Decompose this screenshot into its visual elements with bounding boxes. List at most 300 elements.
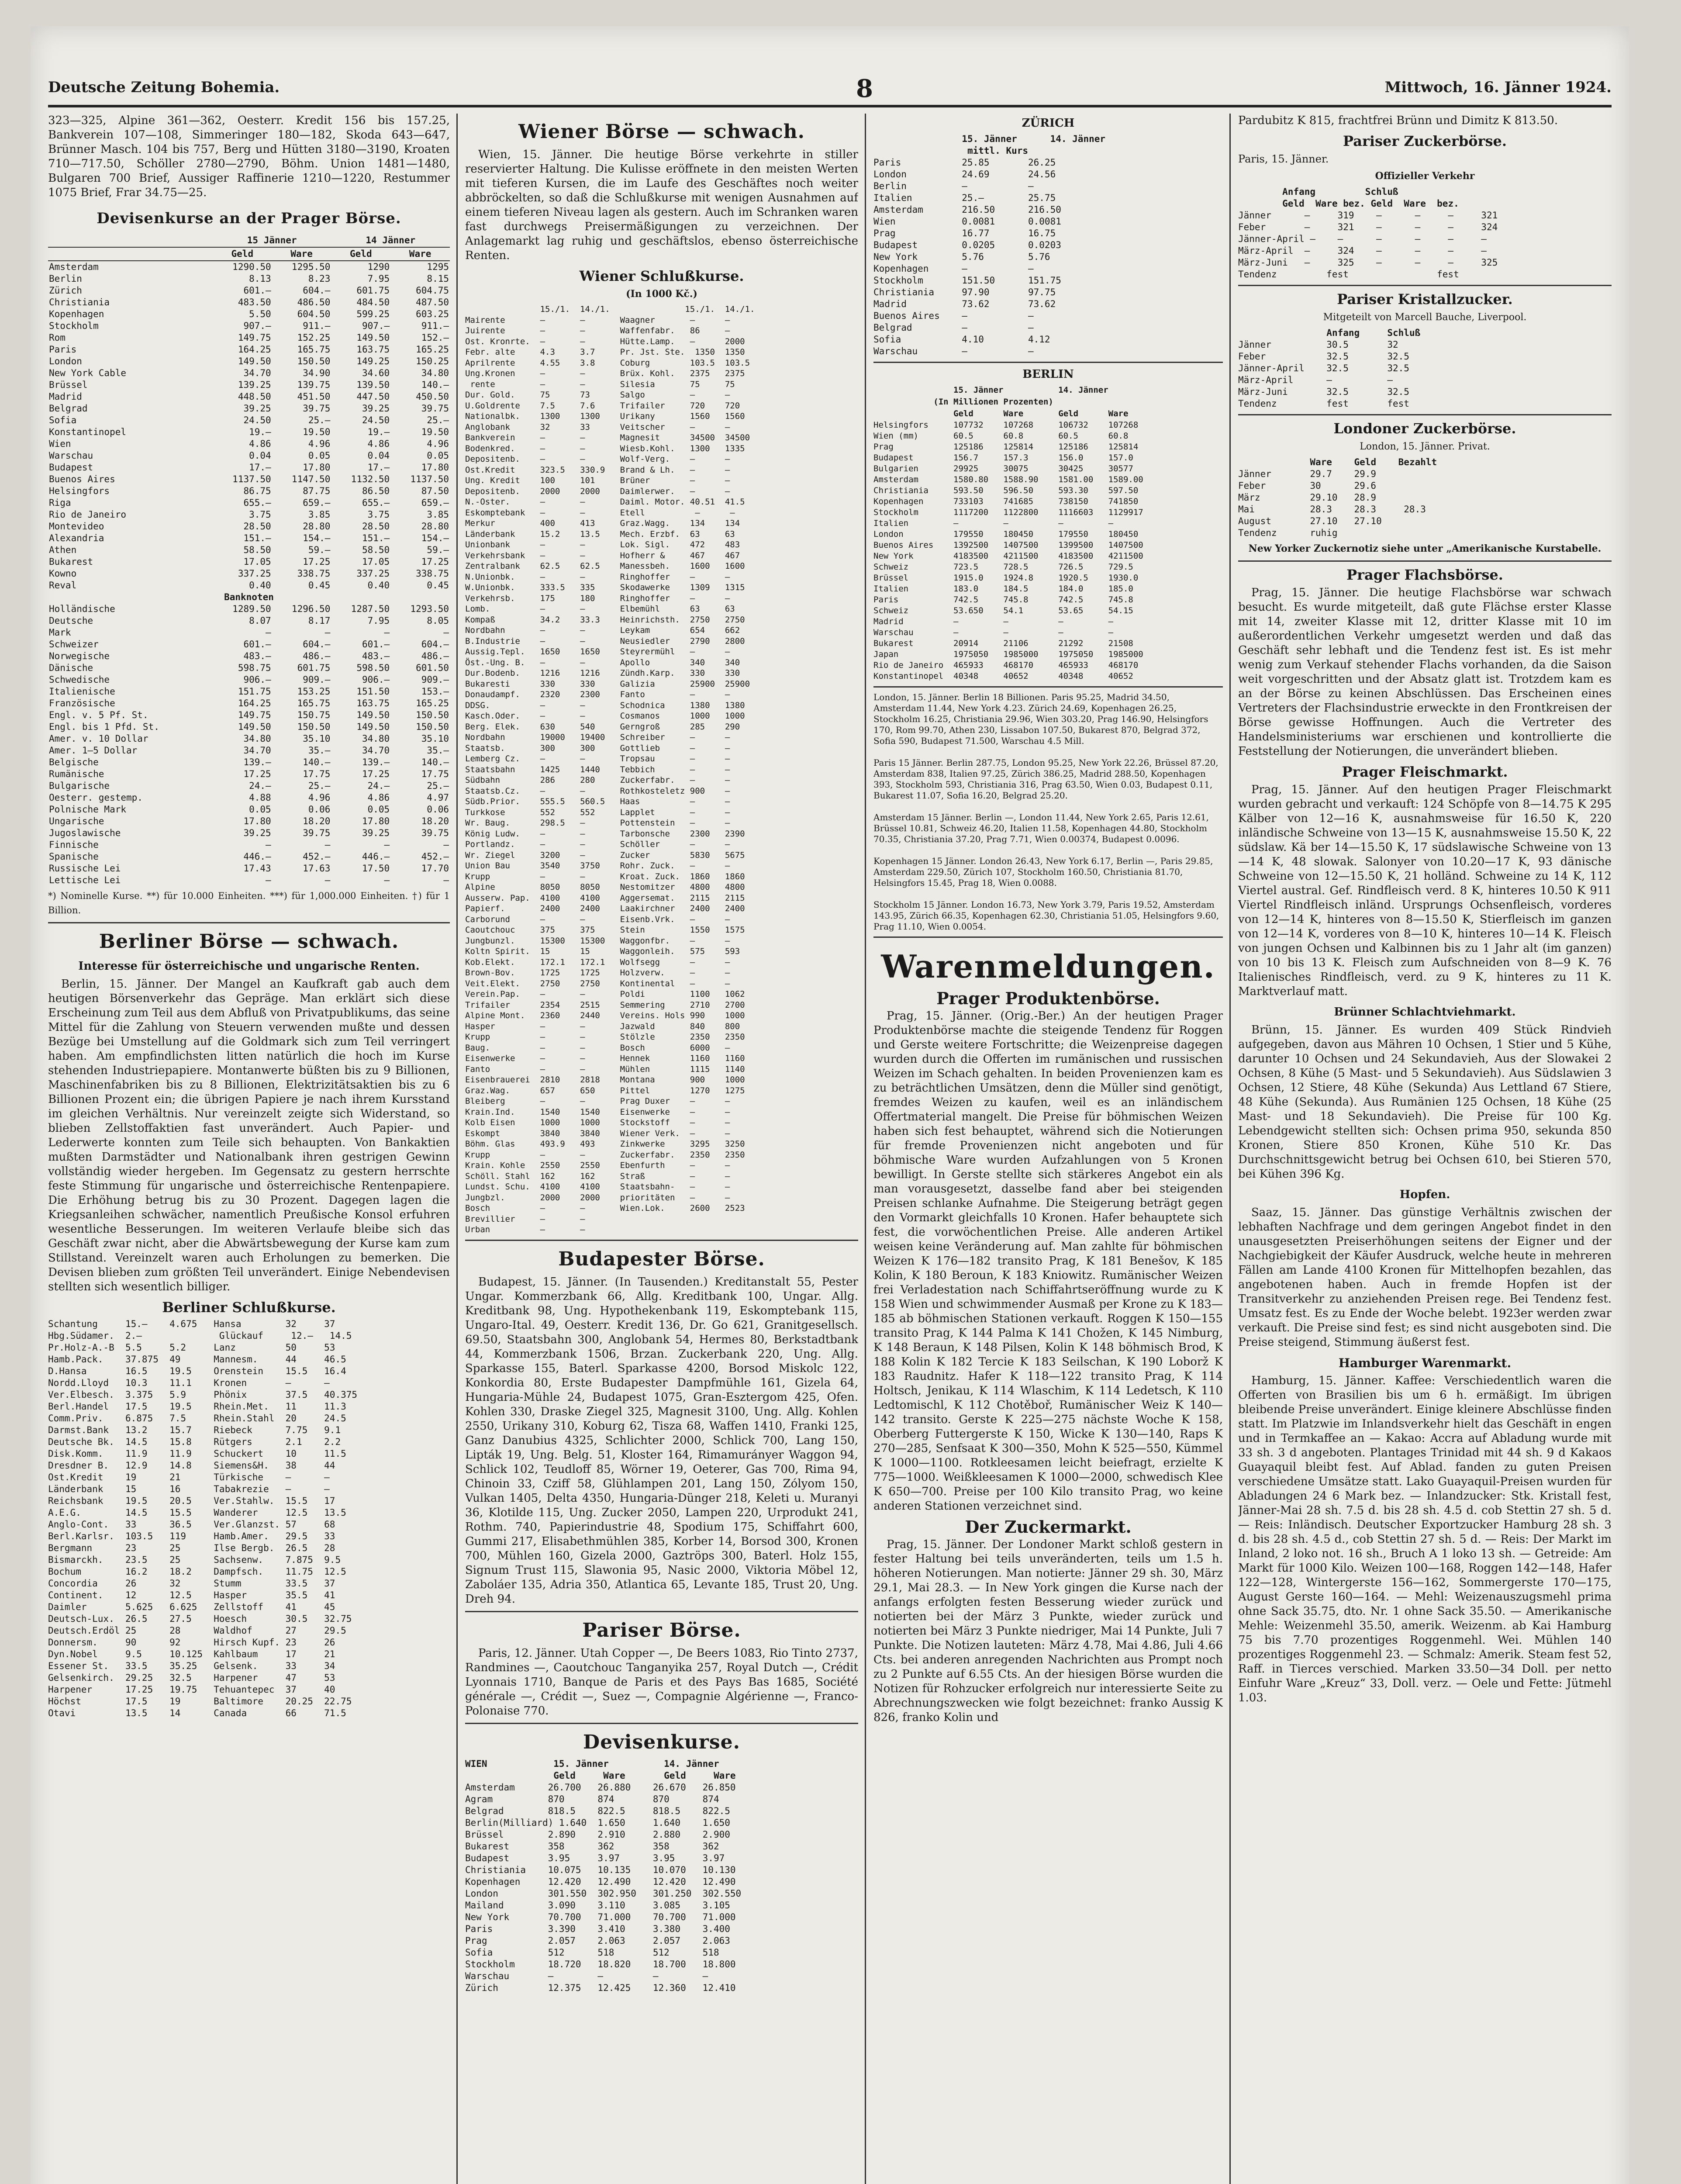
rate-value: 34.80 [362, 733, 390, 744]
rate-value: 150.75 [297, 710, 331, 720]
table-row [48, 521, 450, 532]
rate-value: 1137.50 [410, 474, 449, 484]
table-row [48, 544, 450, 556]
rate-value: 0.04 [367, 450, 390, 461]
currency-name: Lettische Lei [49, 875, 121, 885]
berlin-kurse-table: Schantung 15.— 4.675 Hansa 32 37 Hbg.Südamer. 2.— Glückauf 12.— 14.5 Pr.Holz-A.-B 5.5 5.2 Lanz 50 53 Hamb.Pack. 37.875 49 Mannesm. 44 46.5 D.Hansa 16.5 19.5 Orenstein 15.5 16.4 Nordd.Lloyd 10.3 11.1 Kronen — — Ver.Elbesch. 3.375 5.9 Phönix 37.5 40.375 Berl.Handel 17.5 19.5 Rhein.Met. 11 11.3 Comm.Priv. 6.875 7.5 Rhein.Stahl 20 24.5 Darmst.Bank 13.2 15.7 Riebeck 7.75 9.1 Deutsche Bk. 14.5 15.8 Rütgers 2.1 2.2 Disk.Komm. 11.9 11.9 Schuckert 10 11.5 Dresdner B. 12.9 14.8 Siemens&H. 38 44 Ost.Kredit 19 21 Türkische — — Länderbank 15 16 Tabakrezie — — Reichsbank 19.5 20.5 Ver.Stahlw. 15.5 17 A.E.G. 14.5 15.5 Wanderer 12.5 13.5 Anglo-Cont. 33 36.5 Ver.Glanzst. 57 68 Berl.Karlsr. 103.5 119 Hamb.Amer. 29.5 33 Bergmann 23 25 Ilse Bergb. 26.5 28 Bismarckh. 23.5 25 Sachsenw. 7.875 9.5 Bochum 16.2 18.2 Dampfsch. 11.75 12.5 Concordia 26 32 Stumm 33.5 37 Continent. 12 12.5 Hasper 35.5 41 Daimler 5.625 6.625 Zellstoff 41 45 Deutsch-Lux. 26.5 27.5 Hoesch 30.5 32.75 Deutsch.Erdöl 25 28 Waldhof 27 29.5 Donnersm. 90 92 Hirsch Kupf. 23 26 Dyn.Nobel 9.5 10.125 Kahlbaum 17 21 Essener St. 33.5 35.25 Gelsenk. 33 34 Gelsenkirch. 29.25 32.5 Harpener 47 53 Harpener 17.25 19.75 Tehuantepec 37 40 Höchst 17.5 19 Baltimore 20.25 22.75 Otavi 13.5 14 Canada 66 71.5 [48, 1319, 358, 1718]
table-row [48, 485, 450, 497]
rate-value: 163.75 [356, 698, 390, 708]
table-section-row [48, 591, 450, 603]
rate-value: 8.07 [249, 615, 271, 626]
rate-value: 1132.50 [351, 474, 390, 484]
paris-boerse-title: Pariser Börse. [582, 1619, 741, 1641]
rate-value: 1287.50 [351, 604, 390, 614]
table-row [48, 356, 450, 367]
berlin-kurse-title: Berliner Schlußkurse. [162, 1299, 336, 1316]
rate-value: — [384, 627, 390, 638]
rate-value: 1137.50 [232, 474, 271, 484]
rate-value: 483.— [362, 651, 390, 661]
rate-value: 0.04 [249, 450, 271, 461]
rate-value: 39.25 [243, 403, 271, 414]
rate-value: 8.13 [249, 273, 271, 284]
bruenner-markt-title: Brünner Schlachtviehmarkt. [1334, 1006, 1516, 1019]
rate-value: 1147.50 [291, 474, 331, 484]
kristallzucker-subtitle: Mitgeteilt von Marcell Bauche, Liverpool. [1323, 312, 1527, 323]
currency-name: Berlin [49, 273, 82, 284]
table-row [48, 273, 450, 285]
rate-value: 35.10 [303, 733, 331, 744]
rate-value: 86.75 [243, 486, 271, 496]
rate-value: — [443, 627, 449, 638]
rate-value: 601.75 [356, 285, 390, 296]
rate-value: — [266, 875, 271, 885]
rate-value: 165.25 [416, 344, 449, 355]
rate-value: 58.50 [362, 545, 390, 555]
rate-value: 17.05 [362, 556, 390, 567]
rate-value: 0.45 [308, 580, 331, 591]
rate-value: 338.75 [416, 568, 449, 579]
wien-boerse-text: Wien, 15. Jänner. Die heutige Börse verkehrte in stiller reservierter Haltung. Die Kulisse eröffnete in den meisten Werten mit tieferen Kursen, die im Laufe des Geschäftes noch weiter abbröckelten, so daß die Schlußkurse mit wenigen Ausnahmen auf einem tieferen Niveau lagen als gestern. Auch im Schranken waren fast durchwegs Preisermäßigungen zu verzeichnen. Der Anlagemarkt lag ruhig und geschäftslos, ebenso österreichische Renten. [465, 148, 858, 262]
rate-value: 483.— [243, 651, 271, 661]
newspaper-name: Deutsche Zeitung Bohemia. [48, 79, 280, 96]
divider [873, 936, 1223, 938]
rate-value: 139.— [243, 757, 271, 767]
currency-name: Wien [49, 439, 71, 449]
currency-name: Madrid [49, 391, 82, 402]
rate-value: 655.— [243, 498, 271, 508]
rate-value: 17.80 [362, 816, 390, 826]
devisen-body [48, 261, 450, 591]
devisenkurse-header: WIEN 15. Jänner 14. Jänner Geld Ware Geld Ware [465, 1758, 736, 1781]
london-zucker-title: Londoner Zuckerbörse. [1333, 420, 1516, 437]
rate-value: 153.— [421, 686, 449, 697]
table-row [48, 839, 450, 851]
hopfen-text: Saaz, 15. Jänner. Das günstige Verhältnis zwischen der lebhaften Nachfrage und dem geringen Angebot findet in den unausgesetzten Preiserhöhungen seitens der Eigner und der Nachgiebigkeit der Käufer Ausdruck, welche heute in mehreren Fällen am Lande 4100 Kronen für Mittelhopfen bezahlen, das angebotenen haben. Auch in fremde Hopfen ist der Transitverkehr zu anziehenden Preisen rege. Bei Tendenz fest. Umsatz fest. Es zu Ende der Woche belebt. 1923er werden zwar verkauft. Die Preise sind fest; es sind nicht ausgeboten sind. Die Preise steigend, Stimmung äußerst fest. [1238, 1206, 1612, 1349]
table-row [48, 473, 450, 485]
rate-value: 39.25 [243, 828, 271, 838]
rate-value: 140.— [421, 757, 449, 767]
rate-value: 603.25 [416, 309, 449, 319]
rate-value: 7.95 [367, 615, 390, 626]
rate-value: 18.20 [421, 816, 449, 826]
currency-name: Dänische [49, 663, 93, 673]
berlin-rates-table: Helsingfors 107732 107268 106732 107268 Wien (mm) 60.5 60.8 60.5 60.8 Prag 125186 125814 125186 125814 Budapest 156.7 157.3 156.0 157.0 Bulgarien 29925 30075 30425 30577 Amsterdam 1580.80 1588.90 1581.00 1589.00 Christiania 593.50 596.50 593.30 597.50 Kopenhagen 733103 741685 738150 741850 Stockholm 1117200 1122800 1116603 1129917 Italien — — — — London 179550 180450 179550 180450 Buenos Aires 1392500 1407500 1399500 1407500 New York 4183500 4211500 4183500 4211500 Schweiz 723.5 728.5 726.5 729.5 Brüssel 1915.0 1924.8 1920.5 1930.0 Italien 183.0 184.5 184.0 185.0 Paris 742.5 745.8 742.5 745.8 Schweiz 53.650 54.1 53.65 54.15 Madrid — — — — Warschau — — — — Bukarest 20914 21106 21292 21508 Japan 1975050 1985000 1975050 1985000 Rio de Janeiro 465933 468170 465933 468170 Konstantinopel 40348 40652 40348 40652 [873, 420, 1143, 681]
table-row [48, 733, 450, 745]
prague-devisen-title: Devisenkurse an der Prager Börse. [97, 210, 401, 227]
rate-value: — [443, 840, 449, 850]
table-row [48, 627, 450, 639]
rate-value: 906.— [362, 674, 390, 685]
kristallzucker-title: Pariser Kristallzucker. [1337, 291, 1513, 308]
rate-value: 448.50 [238, 391, 271, 402]
rate-value: 17.25 [362, 769, 390, 779]
table-row [48, 662, 450, 674]
table-row [48, 497, 450, 509]
currency-name: Belgische [49, 757, 99, 767]
table-header-cell: Geld [331, 247, 390, 261]
table-row [48, 615, 450, 627]
rate-value: 601.75 [297, 663, 331, 673]
rate-value: 24.— [367, 781, 390, 791]
rate-value: 165.75 [297, 344, 331, 355]
rate-value: 911.— [421, 321, 449, 331]
rate-value: 34.80 [243, 733, 271, 744]
rate-value: 34.90 [303, 368, 331, 378]
rate-value: 659.— [421, 498, 449, 508]
currency-name: Rom [49, 332, 66, 343]
rate-value: 149.50 [238, 722, 271, 732]
paris-offiziell-header: Offizieller Verkehr [1375, 170, 1475, 182]
rate-value: 24.50 [362, 415, 390, 425]
rate-value: 28.50 [243, 521, 271, 532]
rate-value: 39.25 [362, 403, 390, 414]
rate-value: 659.— [303, 498, 331, 508]
currency-name: Belgrad [49, 403, 88, 414]
london-zucker-table: Jänner 29.7 29.9 Feber 30 29.6 März 29.10 28.9 Mai 28.3 28.3 28.3 August 27.10 27.10 Tendenz ruhig [1238, 469, 1426, 538]
rate-value: 164.25 [238, 698, 271, 708]
rate-value: — [266, 840, 271, 850]
zuckermarkt-text: Prag, 15. Jänner. Der Londoner Markt schloß gestern in fester Haltung bei teils unveränderten, teils um 1.5 h. höheren Notierungen. Man notierte: Jänner 29 sh. 30, März 29.1, Mai 28.3. — In New York gingen die Kurse nach der anfangs erfolgten festen Besserung wieder zurück und notierten bei der März 3 Punkte, wieder zurück und notierten bei März 3 Punkte niedriger, Mai 14 Punkte, Juli 7 Punkte. Die Notizen lauteten: März 4.78, Mai 4.86, Juli 4.66 Cts. bei anderen anregenden Nachrichten aus Prompt noch zu 2 Punkte auf 6.55 Cts. An der hiesigen Börse wurden die Notizen für Rohzucker erfolgreich nur interessierte Seite zu Abrechnungszwecken wie folgt bezeichnet: franko Aussig K 826, franko Kolin und [873, 1538, 1223, 1724]
table-row [48, 851, 450, 863]
rate-value: 149.75 [238, 332, 271, 343]
london-zucker-header: Ware Geld Bezahlt [1238, 457, 1437, 467]
rate-value: 58.50 [243, 545, 271, 555]
rate-value: 151.— [243, 533, 271, 543]
table-row [48, 261, 450, 273]
currency-name: Riga [49, 498, 71, 508]
wien-kurse-subtitle: (In 1000 Kč.) [626, 288, 697, 300]
currency-name: Deutsche [49, 615, 93, 626]
table-row [48, 721, 450, 733]
rate-value: 152.— [421, 332, 449, 343]
rate-value: 149.25 [356, 356, 390, 366]
table-row [48, 426, 450, 438]
rate-value: 0.40 [367, 580, 390, 591]
table-row [48, 874, 450, 886]
rate-value: 34.80 [421, 368, 449, 378]
budapest-boerse-title: Budapester Börse. [558, 1248, 765, 1270]
currency-name: Holländische [49, 604, 115, 614]
rate-value: 0.06 [427, 804, 449, 815]
rate-value: 150.50 [416, 710, 449, 720]
currency-name: Christiania [49, 297, 110, 308]
table-header-cell: 15 Jänner [213, 234, 331, 247]
column-3 [873, 114, 1223, 2184]
table-row [48, 745, 450, 757]
rate-value: — [384, 840, 390, 850]
rate-value: 3.85 [427, 509, 449, 520]
rate-value: 451.50 [297, 391, 331, 402]
rate-value: 446.— [362, 851, 390, 862]
rate-value: 0.45 [427, 580, 449, 591]
berlin-rates-header: 15. Jänner 14. Jänner (In Millionen Prozenten) Geld Ware Geld Ware [933, 385, 1129, 418]
issue-date: Mittwoch, 16. Jänner 1924. [1384, 79, 1612, 96]
rate-value: 150.50 [297, 356, 331, 366]
devisen-footnote: *) Nominelle Kurse. **) für 10.000 Einheiten. ***) für 1,000.000 Einheiten. †) für 1 Billion. [48, 891, 450, 916]
currency-name: Stockholm [49, 321, 99, 331]
table-row [48, 438, 450, 450]
currency-name: Französische [49, 698, 115, 708]
budapest-boerse-text: Budapest, 15. Jänner. (In Tausenden.) Kreditanstalt 55, Pester Ungar. Kommerzbank 66, Allg. Kreditbank 100, Ungar. Allg. Kreditbank 98, Ung. Hypothekenbank 119, Eskomptebank 115, Ungaro-Ital. 49, Oesterr. Kredit 136, Dr. Go 621, Granitgesellsch. 69.50, Staatsbahn 300, Anglobank 54, Hermes 80, Berkstadtbank 44, Kommerzbank 1506, Brzan. Zuckerbank 220, Ung. Allg. Sparkasse 155, Baterl. Sparkasse 4200, Borsod Miskolc 122, Konkordia 80, Erste Budapester Dampfmühle 161, Gizela 64, Hungaria-Mühle 24, Budapest 1075, Gran-Esztergom 425, Ofen. Kohlen 330, Draske Ziegel 325, Magnesit 3100, Ung. Allg. Kohlen 2550, Urikany 310, Koburg 62, Tisza 68, Waffen 1410, Franki 125, Ganz Danubius 4325, Schlichter 2000, Schlick 700, Lang 150, Lipták 19, Ung. Belg. 51, Kloster 164, Rimamurányer Waggon 94, Schlick 102, Teudloff 85, Wörner 19, Oeterer, Gas 700, Rima 94, Chinoin 33, Cziff 58, Glühlampen 201, Lang 150, Zólyom 150, Vulkan 1405, Delta 4350, Hungaria-Dünger 218, Keleti u. Muranyi 36, Klotilde 115, Ung. Zucker 2050, Lampen 220, Urprodukt 241, Rothm. 740, Papierindustrie 48, Spodium 175, Schiffahrt 600, Gummi 217, Elisabethmühlen 385, Korber 14, Borsod 300, Kronen 700, Mühlen 160, Gizela 2000, Gaztröps 300, Baterl. Holz 155, Signum Trust 115, Slawonia 95, Nasic 2000, Viktoria Möbel 12, Zaboláer 135, Adria 350, Atlantica 65, Levante 185, Trust 20, Ung. Dreh 94. [465, 1275, 858, 1606]
rate-value: 149.50 [356, 722, 390, 732]
rate-value: 24.— [249, 781, 271, 791]
rate-value: — [443, 875, 449, 885]
rate-value: 139.25 [238, 380, 271, 390]
rate-value: 17.70 [421, 863, 449, 874]
rate-value: 601.— [243, 639, 271, 650]
rate-value: 1295.50 [291, 262, 331, 272]
rate-value: 34.60 [362, 368, 390, 378]
rate-value: 487.50 [416, 297, 449, 308]
rate-value: 604.50 [297, 309, 331, 319]
table-header-cell [48, 234, 213, 247]
vienna-continued-text: 323—325, Alpine 361—362, Oesterr. Kredit 156 bis 157.25, Bankverein 107—108, Simmeringer 180—182, Skoda 643—647, Brünner Masch. 104 bis 757, Berg und Hütten 3180—3190, Kroaten 710—717.50, Schöller 2780—2790, Böhm. Union 1481—1480, Bulgaren 700 Brief, Aussiger Raffinerie 1210—1220, Restummer 1075 Brief, Frar 34.75—25. [48, 114, 450, 199]
wien-kurse-table: 15./1. 14./1. 15./1. 14./1. Mairente — — Waagner — — Juirente — — Waffenfabr. 86 — Ost. Kronrte. — — Hütte.Lamp. — 2000 Febr. alte 4.3 3.7 Pr. Jst. Ste. 1350 1350 Aprilrente 4.55 3.8 Coburg 103.5 103.5 Ung.Kronen — — Brüx. Kohl. 2375 2375 rente — — Silesia 75 75 Dur. Gold. 75 73 Salgo — — U.Goldrente 7.5 7.6 Trifailer 720 720 Nationalbk. 1300 1300 Urikany 1560 1560 Anglobank 32 33 Veitscher — — Bankverein — — Magnesit 34500 34500 Bodenkred. — — Wiesb.Kohl. 1300 1335 Depositenb. — — Wolf-Verg. — — Ost.Kredit 323.5 330.9 Brand & Lh. — — Ung. Kredit 100 101 Brüner — — Depositenb. 2000 2000 Daimlerwer. — — N.-Oster. — — Daiml. Motor. 40.51 41.5 Eskomptebank — — Etell — — Merkur 400 413 Graz.Wagg. 134 134 Länderbank 15.2 13.5 Mech. Erzbf. 63 63 Unionbank — — Lok. Sigl. 472 483 Verkehrsbank — — Hofherr & 467 467 Zentralbank 62.5 62.5 Manessbeh. 1600 1600 N.Unionbk. — — Ringhoffer — — W.Unionbk. 333.5 335 Skodawerke 1309 1315 Verkehrsb. 175 180 Ringhoffer — — Lomb. — — Elbemühl 63 63 Kompaß 34.2 33.3 Heinrichsth. 2750 2750 Nordbahn — — Leykam 654 662 B.Industrie — — Neusiedler 2790 2800 Aussig.Tepl. 1650 1650 Steyrermühl — — Öst.-Ung. B. — — Apollo 340 340 Dur.Bodenb. 1216 1216 Zündh.Karp. 330 330 Bukaresti 330 330 Galizia 25900 25900 Donaudampf. 2320 2300 Fanto — — DDSG. — — Schodnica 1380 1380 Kasch.Oder. — — Cosmanos 1000 1000 Berg. Elek. 630 540 Gerngroß 285 290 Nordbahn 19000 19400 Schreiber — — Staatsb. 300 300 Gottlieb — — Lemberg Cz. — — Tropsau — — Staatsbahn 1425 1440 Tebbich — — Südbahn 286 280 Zuckerfabr. — — Staatsb.Cz. — — Rothkosteletz 900 — Südb.Prior. 555.5 560.5 Haas — — Turkkose 552 552 Lapplet — — Wr. Baug. 298.5 — Pottenstein — — König Ludw. — — Tarbonsche 2300 2390 Portlandz. — — Schöller — — Wr. Ziegel 3200 — Zucker 5830 5675 Union Bau 3540 3750 Rohr. Zuck. — — Krupp — — Kroat. Zuck. 1860 1860 Alpine 8050 8050 Nestomitzer 4800 4800 Ausserw. Pap. 4100 4100 Aggersemat. 2115 2115 Papierf. 2400 2400 Laakirchner 2400 2400 Carborund — — Eisenb.Vrk. — — Caoutchouc 375 375 Stein 1550 1575 Jungbunzl. 15300 15300 Waggonfbr. — — Koltn Spirit. 15 15 Waggonleih. 575 593 Kob.Elekt. 172.1 172.1 Wolfsegg — — Brown-Bov. 1725 1725 Holzverw. — — Veit.Elekt. 2750 2750 Kontinental — — Verein.Pap. — — Poldi 1100 1062 Trifailer 2354 2515 Semmering 2710 2700 Alpine Mont. 2360 2440 Vereins. Hols 990 1000 Hasper — — Jazwald 840 800 Krupp — — Stölzle 2350 2350 Baug. — — Bosch 6000 — Eisenwerke — — Hennek 1160 1160 Fanto — — Mühlen 1115 1140 Eisenbrauerei 2810 2818 Montana 900 1000 Graz.Wag. 657 650 Pittel 1270 1275 Bleiberg — — Prag Duxer — — Krain.Ind. 1540 1540 Eisenwerke — — Kolb Eisen 1000 1000 Stockstoff — — Eskompt 3840 3840 Wiener Verk. — — Böhm. Glas 493.9 493 Zinkwerke 3295 3250 Krupp — — Zuckerfabr. 2350 2350 Krain. Kohle 2550 2550 Ebenfurth — — Schöll. Stahl 162 162 Straß — — Lundst. Schu. 4100 4100 Staatsbahn- — — Jungbzl. 2000 2000 prioritäten — — Bosch — — Wien.Lok. 2600 2523 Brevillier — — Urban — — [465, 304, 755, 1234]
table-row [48, 285, 450, 297]
rate-value: 17.80 [243, 816, 271, 826]
rate-value: — [324, 840, 331, 850]
rate-value: 4.88 [249, 792, 271, 803]
rate-value: 25.— [308, 781, 331, 791]
rate-value: 34.70 [243, 368, 271, 378]
rate-value: 450.50 [416, 391, 449, 402]
zurich-table: Paris 25.85 26.25 London 24.69 24.56 Berlin — — Italien 25.— 25.75 Amsterdam 216.50 216.50 Wien 0.0081 0.0081 Prag 16.77 16.75 Budapest 0.0205 0.0203 New York 5.76 5.76 Kopenhagen — — Stockholm 151.50 151.75 Christiania 97.90 97.75 Madrid 73.62 73.62 Buenos Aires — — Belgrad — — Sofia 4.10 4.12 Warschau — — [873, 157, 1061, 356]
hamburg-markt-title: Hamburger Warenmarkt. [1338, 1356, 1512, 1370]
rate-value: 151.— [362, 533, 390, 543]
table-row [48, 780, 450, 792]
rate-value: 150.25 [416, 356, 449, 366]
rate-value: 35.— [308, 745, 331, 756]
fleischmarkt-text: Prag, 15. Jänner. Auf den heutigen Prager Fleischmarkt wurden gebracht und verkauft: 124 Schöpfe von 8—14.75 K 295 Kälber von 12—16 K, ausnahmsweise für 16.50 K, 220 inländische Schweine von 13—15 K, ausnahmsweise 15.50 K, 22 südslaw. Kä ber 14—15.50 K, 17 südslawische Schweine von 13—14 K, 48 slowak. Salonyer von 10.20—17 K, 93 dänische Schweine von 12—15.50 K, 21 holländ. Schweine zu 14 K, 112 Viertel austral. Gef. Rindfleisch verd. 8 K, hinteres 10.50 K 911 Viertel Rindfleisch inländ. Ursprungs Ochsenfleisch, vorderes von 12—14 K, hinteres von 8—15.50 K, Stierfleisch im ganzen von 12—14 K, vorderes von 8—10 K, hinteres 10—14 K. Fleisch von jungen Ochsen und Kalbinnen bis zu 1 Jahr alt (im ganzen) von 10 bis 13 K. Fleisch zum Aufschneiden von 8—9 K. 76 Italienisches Rindfleisch, verd. zu 9 K, hinteres zu 11 K. Marktverlauf matt. [1238, 783, 1612, 998]
rate-value: 17.43 [243, 863, 271, 874]
rate-value: 19.— [249, 427, 271, 437]
rate-value: 39.25 [362, 828, 390, 838]
rate-value: 906.— [243, 674, 271, 685]
currency-name: Reval [49, 580, 77, 591]
rate-value: 446.— [243, 851, 271, 862]
table-row [48, 391, 450, 403]
rate-value: 24.50 [243, 415, 271, 425]
rate-value: 154.— [303, 533, 331, 543]
rate-value: 601.50 [416, 663, 449, 673]
currency-name: Engl. bis 1 Pfd. St. [49, 722, 159, 732]
rate-value: 149.75 [238, 710, 271, 720]
rate-value: — [324, 875, 331, 885]
currency-name: Montevideo [49, 521, 104, 532]
table-subheader-row [48, 247, 450, 261]
rate-value: 911.— [303, 321, 331, 331]
rate-value: 17.75 [421, 769, 449, 779]
table-header-cell: Ware [390, 247, 450, 261]
table-row [48, 367, 450, 379]
flachsboerse-title: Prager Flachsbörse. [1346, 567, 1503, 583]
table-row [48, 804, 450, 816]
rate-value: 604.75 [416, 285, 449, 296]
produktenboerse-title: Prager Produktenbörse. [936, 988, 1160, 1008]
rate-value: 598.75 [238, 663, 271, 673]
rate-value: 599.25 [356, 309, 390, 319]
rate-value: 601.— [362, 639, 390, 650]
divider [48, 922, 450, 923]
rate-value: 4.86 [249, 439, 271, 449]
currency-name: Finnische [49, 840, 99, 850]
rate-value: 4.86 [367, 792, 390, 803]
rate-value: 149.50 [356, 710, 390, 720]
rate-value: 19.50 [303, 427, 331, 437]
berlin-boerse-text: Berlin, 15. Jänner. Der Mangel an Kaufkraft gab auch dem heutigen Börsenverkehr das Gepräge. Man erklärt sich diese Erscheinung zum Teil aus dem Abfluß von Privatpublikums, das seine Mittel für die Zahlung von Steuern verwenden mußte und dessen Bezüge bei Umstellung auf die Goldmark sich zum Teil verringert haben. Am empfindlichsten litten natürlich die hoch im Kurse stehenden Industriepapiere. Montanwerte büßten bis zu 9 Billionen, Maschinenfabriken bis zu 8 Billionen, Elektrizitätsaktien bis zu 6 Billionen Prozent ein; die übrigen Papiere je nach ihrem Kursstand im gleichen Verhältnis. Nur vereinzelt zeigte sich Widerstand, so blieben Zellstoffaktien fast unverändert. Auch Papier- und Lederwerte konnten zum Teile sich behaupten. Von Bankaktien mußten Darmstädter und Nationalbank ihren gestrigen Gewinn vollständig wieder hergeben. Im Gegensatz zu gestern herrschte feste Stimmung für ungarische und österreichische Rentenpapiere. Die Erhöhung betrug bis zu 30 Prozent. Dagegen lagen die Kriegsanleihen schwächer, namentlich Preußische Konsol erfuhren wesentliche Besserungen. Im weiteren Verlaufe bleibe sich das Geschäft zwar nicht, aber die Abwärtsbewegung der Kurse kam zum Stillstand. Vereinzelt waren auch Erholungen zu bemerken. Die Devisen blieben zum größten Teil unverändert. Einige Nebendevisen stellten sich wesentlich billiger. [48, 978, 450, 1293]
rate-value: 140.— [303, 757, 331, 767]
rate-value: 17.05 [243, 556, 271, 567]
rate-value: 150.50 [297, 722, 331, 732]
rate-value: 25.— [427, 415, 449, 425]
rate-value: 17.25 [303, 556, 331, 567]
table-row [48, 686, 450, 698]
rate-value: 1290.50 [232, 262, 271, 272]
rate-value: 149.50 [238, 356, 271, 366]
rate-value: 3.75 [367, 509, 390, 520]
rate-value: 907.— [362, 321, 390, 331]
rate-value: 452.— [421, 851, 449, 862]
table-header-cell [48, 247, 213, 261]
rate-value: 486.50 [297, 297, 331, 308]
table-row [48, 698, 450, 709]
rate-value: 0.05 [367, 804, 390, 815]
rate-value: 1290 [367, 262, 390, 272]
rate-value: 87.75 [303, 486, 331, 496]
rate-value: 486.— [303, 651, 331, 661]
rate-value: 139.— [362, 757, 390, 767]
rate-value: 39.75 [421, 403, 449, 414]
rate-value: 484.50 [356, 297, 390, 308]
paris-date: Paris, 15. Jänner. [1238, 153, 1329, 165]
produktenboerse-text: Prag, 15. Jänner. (Orig.-Ber.) An der heutigen Prager Produktenbörse machte die steigende Tendenz für Roggen und Gerste weitere Fortschritte; die Weizenpreise dagegen wurden durch die Offerten im rumänischen und russischen Weizen im Schach gehalten. In beiden Provenienzen kam es zu beträchtlichen Umsätzen, denn die Müller sind genötigt, fremdes Weizen zu kaufen, weil es an inländischem Offertmaterial mangelt. Die Preise für böhmischen Weizen haben sich fest behauptet, während sich die Notierungen für fremde Provenienzen nicht angeboten und für böhmische Ware wurden Aufzahlungen von 5 Kronen bewilligt. In Gerste stellte sich stärkeres Angebot ein als man vorausgesetzt, dasselbe fand aber bei steigenden Preisen schlanke Aufnahme. Die Steigerung beträgt gegen den Vormarkt gleichfalls 10 Kronen. Hafer behauptete sich fest, die vorwöchentlichen Preise. Alle anderen Artikel weisen keine Veränderung auf. Man zahlte für böhmischen Weizen K 176—182 transito Prag, K 181 Benešov, K 185 Kolin, K 180 Beroun, K 183 Kniowitz. Rumänischer Weizen frei Verladestation nach Schiffahrtseröffnung wurde zu K 158 Wien und schwimmender Ausmaß per Krone zu K 183—185 ab böhmischen Stationen verkauft. Roggen K 150—155 transito Prag, K 144 Palma K 141 Chožen, K 145 Nimburg, K 148 Beraun, K 148 Pilsen, Kolin K 148 böhmisch Brod, K 188 Kolin K 182 Tercie K 183 Seilschan, K 190 Loborž K 183 Raudnitz. Hafer K 118—122 transito Prag, K 114 Holtsch, Jenikau, K 114 Wlaschim, K 114 Ledetsch, K 110 Ledtomischl, K 112 Chotěboř, Rumänischer Weiz K 140—142 transito. Gerste K 225—275 nächste Woche K 158, Oberberg Futtergerste K 150, Wicke K 130—140, Raps K 270—285, Senfsaat K 300—350, Mohn K 525—550, Kümmel K 1000—1100. Rotkleesamen leicht beiefragt, erzielte K 775—1000. Weißkleesamen K 1000—2000, schwedisch Klee K 650—700. Preise per 100 Kilo transito Prag, wo keine anderen Stationen verzeichnet sind. [873, 1009, 1223, 1513]
currency-name: Bukarest [49, 556, 93, 567]
rate-value: 17.80 [303, 462, 331, 473]
rate-value: 151.50 [356, 686, 390, 697]
devisenkurse-title: Devisenkurse. [583, 1731, 740, 1753]
rate-value: 17.— [367, 462, 390, 473]
table-row [48, 603, 450, 615]
rate-value: 17.63 [303, 863, 331, 874]
currency-name: Bulgarische [49, 781, 110, 791]
warenmeldungen-title: Warenmeldungen. [881, 948, 1215, 985]
rate-value: 4.96 [308, 439, 331, 449]
table-header-cell: Ware [272, 247, 331, 261]
rate-value: 483.50 [238, 297, 271, 308]
hamburg-markt-text: Hamburg, 15. Jänner. Kaffee: Verschiedentlich waren die Offerten von Brasilien bis um 6 h. ermäßigt. Im übrigen bleibende Preise unverändert. Einige kleinere Abschlüsse finden statt. Im Platzwie im Inlandsverkehr hielt das Geschäft in engen und in Termkaffee an — Kakao: Accra auf Abladung wurde mit 33 sh. 3 d angeboten. Plantages Trinidad mit 44 sh. 9 d Kakaos Guayaquil bleibt fest. Auf Ablad. fanden zu guten Preisen verschiedene Umsätze statt. Lako Guayaquil-Preisen wurden für Abladungen 24 6 Mark bez. — Inlandzucker: Stk. Kristall fest, Jänner-Mai 28 sh. 7.5 d. bis 28 sh. 4.5 d. cob Stettin 27 sh. 5 d. — Reis: Inländisch. Deutscher Exportzucker Hamburg 28 sh. 3 d. bis 28 sh. 4.5 d., cob Stettin 27 sh. 5 d. — Reis: Der Markt im Inland, 2 loko not. 16 sh., Bruch A 1 loko 13 sh. — Getreide: Am Markt für 1000 Kilo. Weizen 100—168, Roggen 142—148, Hafer 122—128, Wintergerste 156—162, Sommergerste 170—175, August Gerste 160—164. — Mehl: Weizenauszugsmehl prima ohne Sack 35.75, dto. Nr. 1 ohne Sack 35.50. — Amerikanische Mehle: Weizenmehl 35.50, amerik. Weizenm. ab Kai Hamburg 75 bis 7.70 prozentiges Roggenmehl. Wei. Mühlen 140 prozentiges Roggenmehl 23. — Schmalz: Amerik. Steam fest 52, Raff. in Tierces verschied. Marken 33.50—34 Doll. per netto Einfuhr Ware „Kreuz“ 33, Doll. verz. — Oele und Fette: Jütmehl 1.03. [1238, 1374, 1612, 1704]
rate-value: 17.50 [362, 863, 390, 874]
rate-value: 907.— [243, 321, 271, 331]
rate-value: 34.70 [362, 745, 390, 756]
currency-name: Polnische Mark [49, 804, 127, 815]
rate-value: 0.40 [249, 580, 271, 591]
rate-value: 604.— [303, 639, 331, 650]
rate-value: 338.75 [297, 568, 331, 579]
london-zucker-subtitle: London, 15. Jänner. Privat. [1360, 441, 1490, 452]
currency-name: Engl. v. 5 Pf. St. [49, 710, 148, 720]
table-row [48, 509, 450, 521]
prague-devisen-table [48, 234, 450, 886]
rate-value: 154.— [421, 533, 449, 543]
rate-value: 35.— [427, 745, 449, 756]
currency-name: Schweizer [49, 639, 99, 650]
currency-name: Oesterr. gestemp. [49, 792, 143, 803]
table-row [48, 650, 450, 662]
table-row [48, 639, 450, 650]
banknoten-title: Banknoten [224, 592, 274, 602]
table-row [48, 816, 450, 827]
currency-name: Mark [49, 627, 71, 638]
table-row [48, 863, 450, 874]
page-header [48, 74, 1612, 107]
rate-value: 1289.50 [232, 604, 271, 614]
rate-value: 139.50 [356, 380, 390, 390]
rate-value: 39.75 [421, 828, 449, 838]
currency-name: Italienische [49, 686, 115, 697]
rate-value: 4.97 [427, 792, 449, 803]
currency-name: Amer. v. 10 Dollar [49, 733, 148, 744]
currency-name: Ungarische [49, 816, 104, 826]
bruenner-markt-text: Brünn, 15. Jänner. Es wurden 409 Stück Rindvieh aufgegeben, davon aus Mähren 10 Ochsen, 1 Stier und 5 Kühe, darunter 10 Ochsen und 24 Sekundavieh, Aus der Slowakei 2 Ochsen, 8 Kühe (5 Mast- und 5 Sekundavieh). Aus Südslawien 3 Ochsen, 12 Stiere, 48 Kühe (Sekunda) Aus Lettland 67 Stiere, 48 Kühe (Sekunda). Aus Rumänien 125 Ochsen, 18 Kühe (25 Mast- und 18 Sekundavieh). Die Preise für 100 Kg. Lebendgewicht stellten sich: Ochsen prima 950, sekunda 850 Kronen, Stiere 850 Kronen, Kühe 510 Kr. Das Durchschnittsgewicht betrug bei Ochsen 610, bei Stieren 570, bei Kühen 396 Kg. [1238, 1023, 1612, 1181]
rate-value: 0.05 [308, 450, 331, 461]
rate-value: 8.17 [308, 615, 331, 626]
divider [1238, 414, 1612, 415]
rate-value: 140.— [421, 380, 449, 390]
table-row [48, 792, 450, 804]
currency-name: Warschau [49, 450, 93, 461]
table-row [48, 450, 450, 462]
table-row [48, 556, 450, 568]
rate-value: 25.— [308, 415, 331, 425]
rate-value: 151.75 [238, 686, 271, 697]
rate-value: 17.25 [243, 769, 271, 779]
rate-value: 19.— [367, 427, 390, 437]
pariser-zucker-title: Pariser Zuckerbörse. [1343, 133, 1507, 149]
zuckermarkt-title: Der Zuckermarkt. [965, 1517, 1132, 1537]
rate-value: 7.95 [367, 273, 390, 284]
rate-value: 17.75 [303, 769, 331, 779]
kristallzucker-header: Anfang Schluß [1238, 328, 1421, 338]
rate-value: 35.10 [421, 733, 449, 744]
currency-name: Norwegische [49, 651, 110, 661]
currency-name: Buenos Aires [49, 474, 115, 484]
currency-name: New York Cable [49, 368, 127, 378]
currency-name: Sofia [49, 415, 77, 425]
divider [465, 1611, 858, 1612]
column-1 [48, 114, 450, 2184]
berlin-boerse-title: Berliner Börse — schwach. [99, 930, 399, 953]
foreign-rates-notes: London, 15. Jänner. Berlin 18 Billionen. Paris 95.25, Madrid 34.50, Amsterdam 11.44, New York 4.23. Zürich 24.69, Kopenhagen 26.25, Stockholm 16.25, Christiania 29.96, Wien 303.20, Prag 146.90, Helsingfors 170, Rom 99.70, Athen 230, Lissabon 107.50, Bukarest 870, Belgrad 372, Sofia 590, Budapest 71.500, Warschau 4.5 Mill. Paris 15 Jänner. Berlin 287.75, London 95.25, New York 22.26, Brüssel 87.20, Amsterdam 838, Italien 97.25, Zürich 386.25, Madrid 288.50, Kopenhagen 393, Stockholm 593, Christiania 316, Prag 63.50, Wien 0.03, Budapest 0.11, Bukarest 11.07, Sofia 16.20, Belgrad 25.20. Amsterdam 15 Jänner. Berlin —, London 11.44, New York 2.65, Paris 12.61, Brüssel 10.81, Schweiz 46.20, Italien 11.58, Kopenhagen 44.80, Stockholm 70.35, Christiania 37.20, Prag 7.71, Wien 0.00374, Budapest 0.0096. Kopenhagen 15 Jänner. London 26.43, New York 6.17, Berlin —, Paris 29.85, Amsterdam 229.50, Zürich 107, Stockholm 160.50, Christiania 81.70, Helsingfors 15.45, Prag 18, Wien 0.0088. Stockholm 15 Jänner. London 16.73, New York 3.79, Paris 19.52, Amsterdam 143.95, Zürich 66.35, Kopenhagen 62.30, Christiania 51.05, Helsingfors 9.60, Prag 11.10, Wien 0.0054. [873, 692, 1219, 932]
banknoten-body [48, 603, 450, 886]
table-row [48, 308, 450, 320]
rate-value: 59.— [308, 545, 331, 555]
rate-value: 0.05 [249, 804, 271, 815]
divider [1238, 560, 1612, 562]
rate-value: 0.05 [427, 450, 449, 461]
page-number: 8 [856, 74, 873, 103]
kristallzucker-table: Jänner 30.5 32 Feber 32.5 32.5 Jänner-April 32.5 32.5 März-April — — März-Juni 32.5 32.5 Tendenz fest fest [1238, 339, 1409, 409]
currency-name: Alexandria [49, 533, 104, 543]
divider [873, 686, 1223, 688]
currency-name: Paris [49, 344, 77, 355]
table-row [48, 568, 450, 580]
flachsboerse-text: Prag, 15. Jänner. Die heutige Flachsbörse war schwach besucht. Es wurde mitgeteilt, daß gute Flächse erster Klasse mit 14, zweiter Klasse mit 12, dritter Klasse mit 10 im außerordentlichen Verkehr umgesetzt werden und daß das Geschäft sehr lebhaft und die Tendenz fest ist. Es ist mehr wenig zum Verkauf stehender Flachs vorhanden, da die Saison weit vorgeschritten und der Absatz glatt ist. Trotzdem kam es an der Börse zu keinen Abschlüssen. Das Erscheinen eines Vertreters der Flachsindustrie erweckte in den Frontkreisen der Börse gewisse Hoffnungen. Auch die Vertreter des Handelsministeriums war erschienen und kontrollierte die Feststellung der Notierungen, die unverändert blieben. [1238, 586, 1612, 758]
currency-name: Jugoslawische [49, 828, 121, 838]
rate-value: 447.50 [356, 391, 390, 402]
table-header-row [48, 234, 450, 247]
table-row [48, 709, 450, 721]
hopfen-title: Hopfen. [1399, 1188, 1450, 1201]
